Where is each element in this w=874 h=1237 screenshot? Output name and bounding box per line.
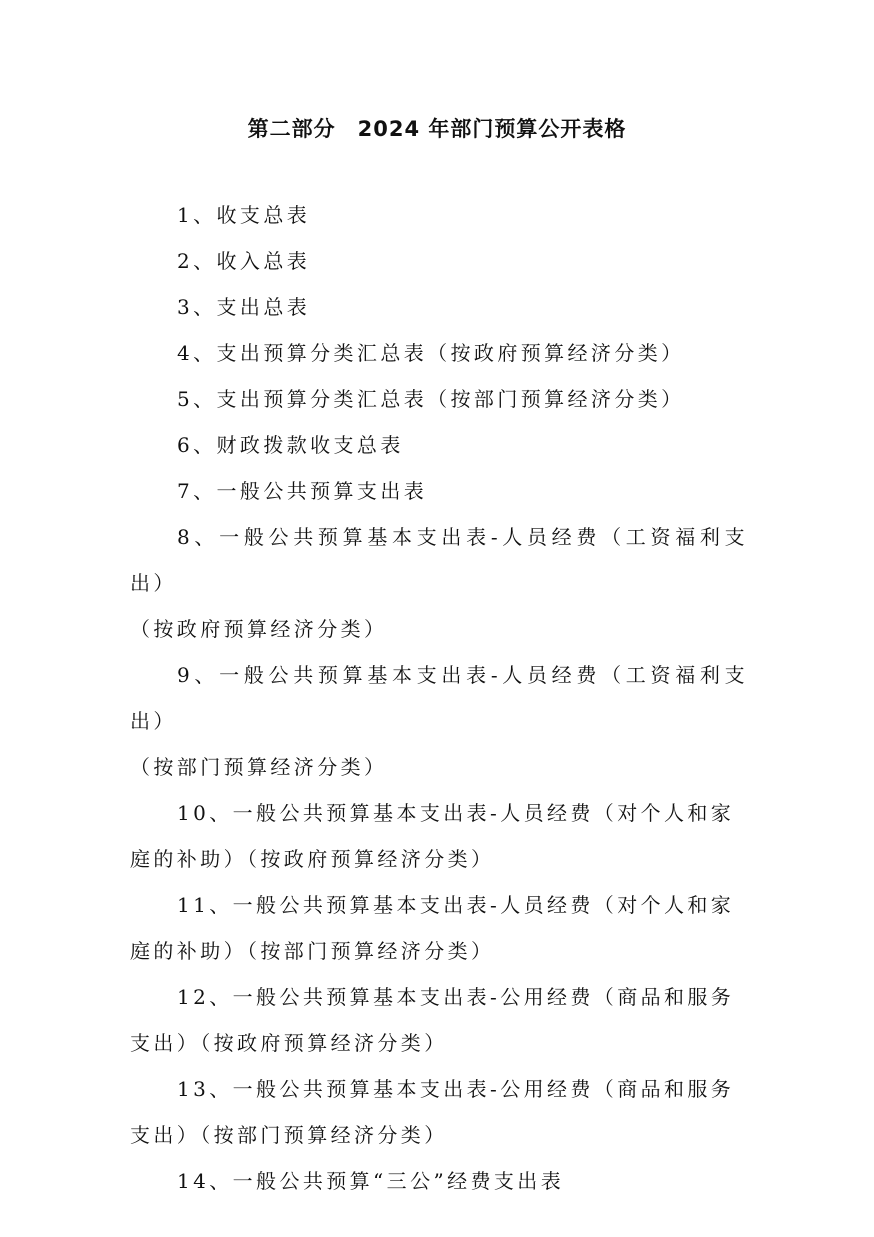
list-item-text: 1、收支总表 [177,203,311,227]
list-item [130,192,748,238]
list-item [130,974,748,1066]
list-item-text: 2、收入总表 [177,249,311,273]
list-item-continuation: （按政府预算经济分类） [130,617,388,641]
list-item-continuation: 庭的补助）（按部门预算经济分类） [130,939,495,963]
list-item-text: 8、一般公共预算基本支出表-人员经费（工资福利支出） [130,525,748,595]
list-item [130,422,748,468]
page-title: 第二部分 2024 年部门预算公开表格 [247,117,627,141]
list-item-text: 4、支出预算分类汇总表（按政府预算经济分类） [177,341,685,365]
list-item-text: 11、一般公共预算基本支出表-人员经费（对个人和家 [177,893,735,917]
list-item [130,284,748,330]
list-item-text: 7、一般公共预算支出表 [177,479,428,503]
list-item-continuation: 支出）（按政府预算经济分类） [130,1031,448,1055]
list-item [130,1066,748,1158]
list-item-text: 14、一般公共预算“三公”经费支出表 [177,1169,565,1193]
list-item-continuation: 庭的补助）（按政府预算经济分类） [130,847,495,871]
list-item [130,376,748,422]
list-item [130,330,748,376]
list-item [130,468,748,514]
list-item [130,238,748,284]
list-item-text: 12、一般公共预算基本支出表-公用经费（商品和服务 [177,985,735,1009]
list-item-text: 6、财政拨款收支总表 [177,433,404,457]
list-item [130,790,748,882]
list-item [130,882,748,974]
table-list [130,192,748,1204]
list-item-text: 3、支出总表 [177,295,311,319]
list-item-text: 5、支出预算分类汇总表（按部门预算经济分类） [177,387,685,411]
list-item [130,652,748,790]
list-item-continuation: 支出）（按部门预算经济分类） [130,1123,448,1147]
list-item [130,514,748,652]
list-item-text: 9、一般公共预算基本支出表-人员经费（工资福利支出） [130,663,748,733]
list-item [130,1158,748,1204]
list-item-text: 10、一般公共预算基本支出表-人员经费（对个人和家 [177,801,735,825]
list-item-text: 13、一般公共预算基本支出表-公用经费（商品和服务 [177,1077,735,1101]
list-item-continuation: （按部门预算经济分类） [130,755,388,779]
